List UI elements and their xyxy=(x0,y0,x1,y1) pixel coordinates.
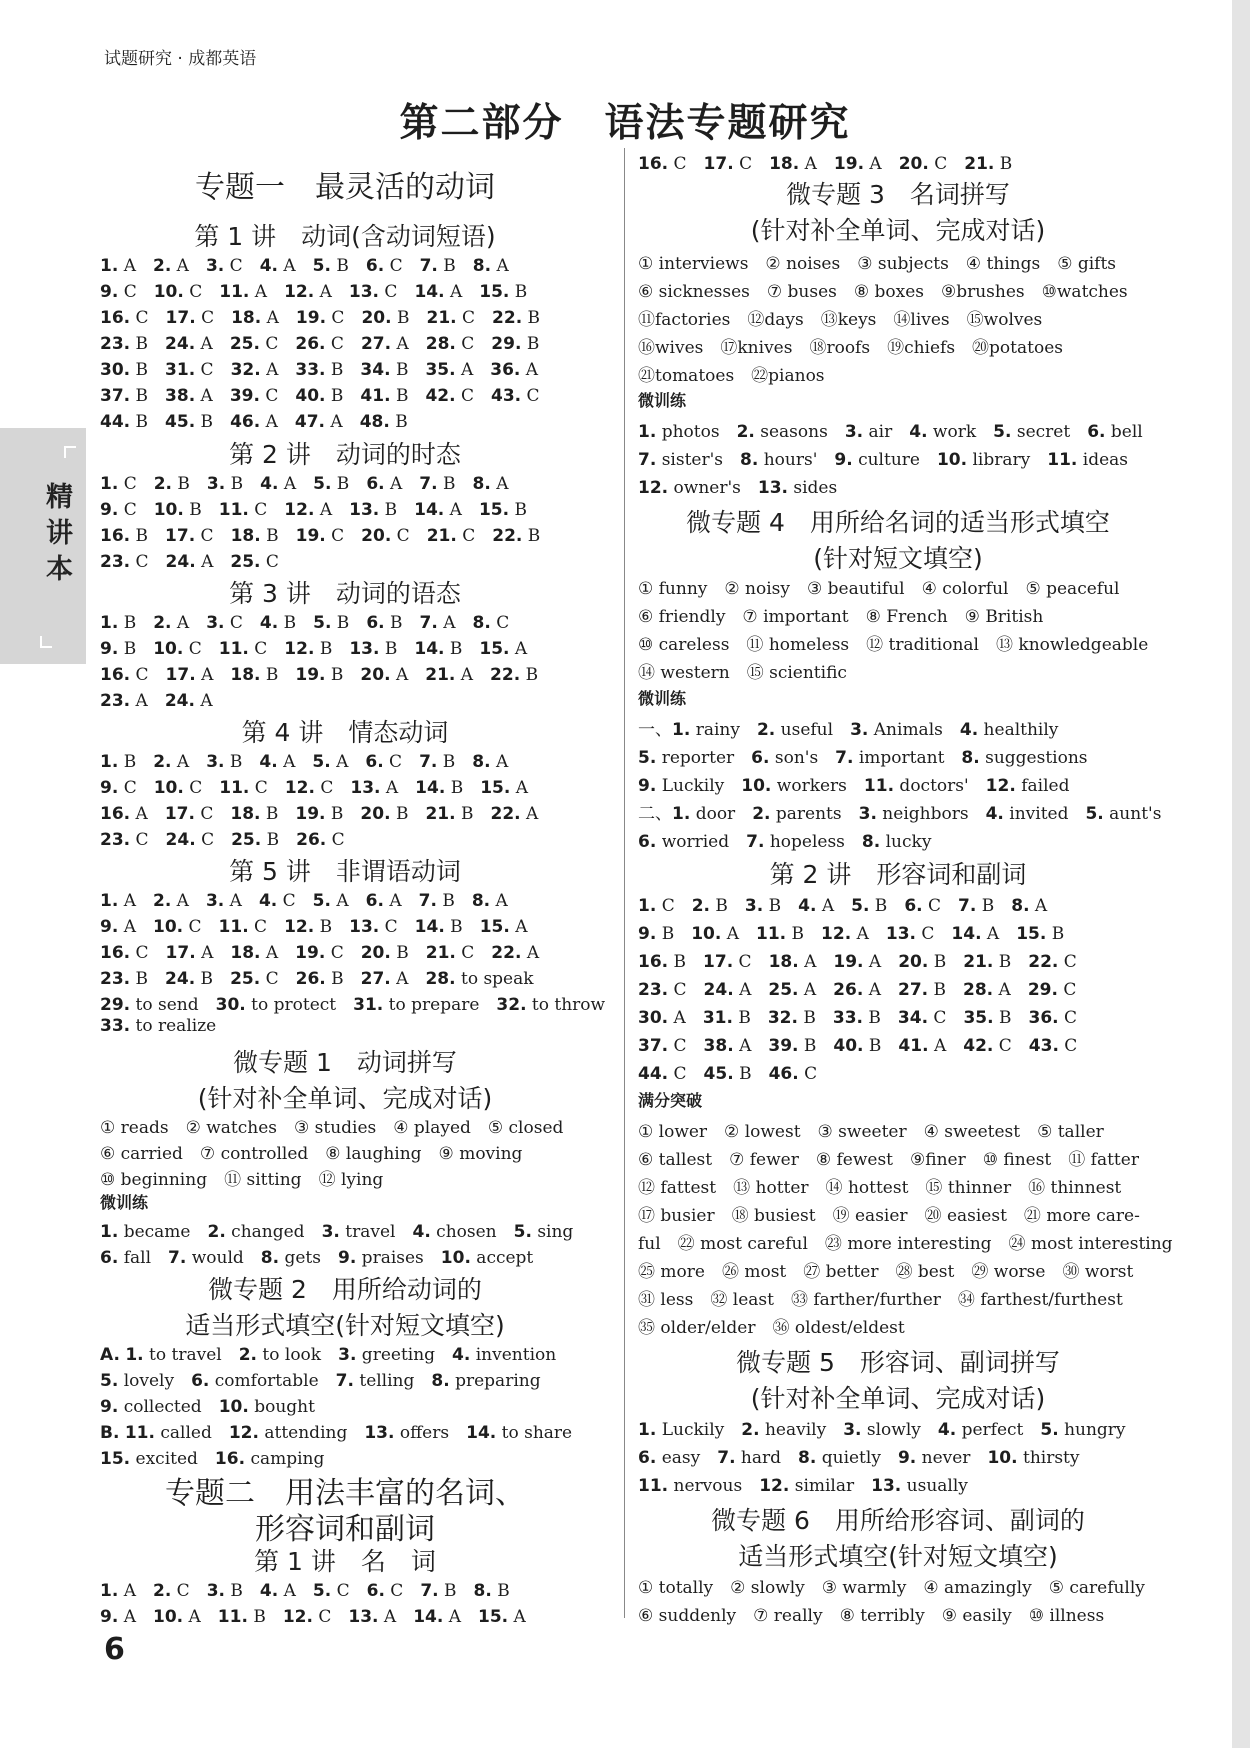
answer-row: 16. C 17. C 18. A 19. A 20. C 21. B xyxy=(638,154,1013,174)
column-divider xyxy=(624,148,625,1618)
section-heading: 形容词和副词 xyxy=(255,1512,435,1547)
answer-row: ⑥ suddenly ⑦ really ⑧ terribly ⑨ easily ⑩ illness xyxy=(638,1606,1105,1626)
subsection-label: 微训练 xyxy=(638,391,687,410)
answer-row: ⑥ carried ⑦ controlled ⑧ laughing ⑨ moving xyxy=(100,1144,523,1164)
answer-row: 1. became 2. changed 3. travel 4. chosen 5. sing xyxy=(100,1222,574,1242)
answer-row: 16. C 17. A 18. A 19. C 20. B 21. C 22. A xyxy=(100,943,540,963)
section-heading: 第 4 讲 情态动词 xyxy=(241,718,449,747)
answer-row: 37. C 38. A 39. B 40. B 41. A 42. C 43. C xyxy=(638,1036,1078,1056)
answer-row: 1. Luckily 2. heavily 3. slowly 4. perfect 5. hungry xyxy=(638,1420,1126,1440)
answer-row: 16. B 17. C 18. A 19. A 20. B 21. B 22. C xyxy=(638,952,1077,972)
subsection-label: 微训练 xyxy=(638,689,687,708)
answer-row: 1. A 2. A 3. C 4. A 5. B 6. C 7. B 8. A xyxy=(100,256,509,276)
answer-row: 12. owner's 13. sides xyxy=(638,478,838,498)
section-heading: (针对短文填空) xyxy=(813,544,983,573)
answer-row: 33. to realize xyxy=(100,1016,217,1036)
section-heading: 适当形式填空(针对短文填空) xyxy=(738,1542,1058,1571)
answer-row: 一、1. rainy 2. useful 3. Animals 4. healthily xyxy=(638,720,1059,740)
answer-row: ful ㉒ most careful ㉓ more interesting ㉔ most interesting xyxy=(638,1234,1173,1254)
answer-row: 7. sister's 8. hours' 9. culture 10. library 11. ideas xyxy=(638,450,1129,470)
answer-row: 1. C 2. B 3. B 4. A 5. B 6. A 7. B 8. A xyxy=(100,474,509,494)
section-heading: 微专题 3 名词拼写 xyxy=(786,180,1010,209)
answer-row: 9. B 10. C 11. C 12. B 13. B 14. B 15. A xyxy=(100,639,528,659)
answer-row: 44. C 45. B 46. C xyxy=(638,1064,818,1084)
answer-row: 16. C 17. C 18. A 19. C 20. B 21. C 22. B xyxy=(100,308,541,328)
answer-row: 23. C 24. A 25. C xyxy=(100,552,279,572)
answer-row: ⑭ western ⑮ scientific xyxy=(638,663,847,683)
answer-row: 1. A 2. A 3. A 4. C 5. A 6. A 7. B 8. A xyxy=(100,891,508,911)
answer-row: 9. A 10. C 11. C 12. B 13. C 14. B 15. A xyxy=(100,917,528,937)
answer-row: 9. C 10. B 11. C 12. A 13. B 14. A 15. B xyxy=(100,500,527,520)
page-number: 6 xyxy=(104,1632,125,1667)
answer-row: ㉛ less ㉜ least ㉝ farther/further ㉞ farthest/furthest xyxy=(638,1290,1123,1310)
subsection-label: 满分突破 xyxy=(638,1091,703,1110)
answer-row: 9. C 10. C 11. C 12. C 13. A 14. B 15. A xyxy=(100,778,529,798)
answer-row: ⑰ busier ⑱ busiest ⑲ easier ⑳ easiest ㉑ more care- xyxy=(638,1206,1140,1226)
subsection-label: 微训练 xyxy=(100,1193,149,1212)
answer-row: 23. B 24. B 25. C 26. B 27. A 28. to speak xyxy=(100,969,534,989)
answer-row: 30. B 31. C 32. A 33. B 34. B 35. A 36. A xyxy=(100,360,539,380)
section-heading: 第 2 讲 动词的时态 xyxy=(229,440,461,469)
answer-row: 1. C 2. B 3. B 4. A 5. B 6. C 7. B 8. A xyxy=(638,896,1048,916)
answer-row: 23. C 24. C 25. B 26. C xyxy=(100,830,345,850)
section-heading: 微专题 4 用所给名词的适当形式填空 xyxy=(686,508,1110,537)
answer-row: ⑥ tallest ⑦ fewer ⑧ fewest ⑨finer ⑩ finest ⑪ fatter xyxy=(638,1150,1139,1170)
corner-mark-icon xyxy=(40,636,52,648)
answer-row: ㉕ more ㉖ most ㉗ better ㉘ best ㉙ worse ㉚ worst xyxy=(638,1262,1134,1282)
side-tab-label: 精讲本 xyxy=(46,482,73,585)
answer-row: ㉑tomatoes ㉒pianos xyxy=(638,366,825,386)
answer-row: 1. A 2. C 3. B 4. A 5. C 6. C 7. B 8. B xyxy=(100,1581,510,1601)
section-heading: 第 1 讲 动词(含动词短语) xyxy=(194,222,496,251)
section-heading: (针对补全单词、完成对话) xyxy=(750,216,1046,245)
section-heading: 专题二 用法丰富的名词、 xyxy=(165,1476,525,1511)
answer-row: 30. A 31. B 32. B 33. B 34. C 35. B 36. C xyxy=(638,1008,1078,1028)
answer-row: 9. B 10. A 11. B 12. A 13. C 14. A 15. B xyxy=(638,924,1065,944)
answer-row: ⑩ beginning ⑪ sitting ⑫ lying xyxy=(100,1170,384,1190)
answer-row: ① reads ② watches ③ studies ④ played ⑤ closed xyxy=(100,1118,564,1138)
answer-row: 6. easy 7. hard 8. quietly 9. never 10. thirsty xyxy=(638,1448,1080,1468)
answer-row: A. 1. to travel 2. to look 3. greeting 4. invention xyxy=(100,1345,557,1365)
answer-row: ⑪factories ⑫days ⑬keys ⑭lives ⑮wolves xyxy=(638,310,1043,330)
page-edge-shadow xyxy=(1232,0,1250,1748)
answer-row: 1. B 2. A 3. C 4. B 5. B 6. B 7. A 8. C xyxy=(100,613,510,633)
side-tab xyxy=(0,428,86,664)
answer-row: 23. A 24. A xyxy=(100,691,213,711)
page-title: 第二部分 语法专题研究 xyxy=(399,101,851,146)
section-heading: 第 3 讲 动词的语态 xyxy=(229,579,461,608)
section-heading: 微专题 1 动词拼写 xyxy=(233,1048,457,1077)
answer-row: ① lower ② lowest ③ sweeter ④ sweetest ⑤ taller xyxy=(638,1122,1104,1142)
corner-mark-icon xyxy=(64,446,76,458)
answer-row: ① totally ② slowly ③ warmly ④ amazingly ⑤ carefully xyxy=(638,1578,1145,1598)
section-heading: 微专题 5 形容词、副词拼写 xyxy=(736,1348,1060,1377)
answer-row: 5. reporter 6. son's 7. important 8. suggestions xyxy=(638,748,1088,768)
section-heading: 微专题 6 用所给形容词、副词的 xyxy=(711,1506,1085,1535)
answer-row: 9. collected 10. bought xyxy=(100,1397,315,1417)
answer-row: 37. B 38. A 39. C 40. B 41. B 42. C 43. C xyxy=(100,386,540,406)
section-heading: (针对补全单词、完成对话) xyxy=(197,1084,493,1113)
section-heading: 专题一 最灵活的动词 xyxy=(195,170,495,205)
answer-row: 44. B 45. B 46. A 47. A 48. B xyxy=(100,412,408,432)
answer-row: ⑯wives ⑰knives ⑱roofs ⑲chiefs ⑳potatoes xyxy=(638,338,1063,358)
answer-row: 23. B 24. A 25. C 26. C 27. A 28. C 29. B xyxy=(100,334,540,354)
answer-row: 29. to send 30. to protect 31. to prepare 32. to throw xyxy=(100,995,606,1015)
answer-row: 16. B 17. C 18. B 19. C 20. C 21. C 22. B xyxy=(100,526,541,546)
answer-row: ⑫ fattest ⑬ hotter ⑭ hottest ⑮ thinner ⑯ thinnest xyxy=(638,1178,1122,1198)
answer-row: 6. worried 7. hopeless 8. lucky xyxy=(638,832,932,852)
section-heading: 第 5 讲 非谓语动词 xyxy=(229,857,461,886)
answer-row: ① funny ② noisy ③ beautiful ④ colorful ⑤ peaceful xyxy=(638,579,1120,599)
section-heading: 第 2 讲 形容词和副词 xyxy=(769,860,1027,889)
answer-row: 16. C 17. A 18. B 19. B 20. A 21. A 22. B xyxy=(100,665,539,685)
answer-row: 16. A 17. C 18. B 19. B 20. B 21. B 22. A xyxy=(100,804,539,824)
answer-row: ① interviews ② noises ③ subjects ④ things ⑤ gifts xyxy=(638,254,1117,274)
answer-row: 9. C 10. C 11. A 12. A 13. C 14. A 15. B xyxy=(100,282,528,302)
answer-row: ⑥ sicknesses ⑦ buses ⑧ boxes ⑨brushes ⑩watches xyxy=(638,282,1128,302)
answer-row: 11. nervous 12. similar 13. usually xyxy=(638,1476,968,1496)
answer-row: 二、1. door 2. parents 3. neighbors 4. invited 5. aunt's xyxy=(638,804,1162,824)
answer-row: 9. Luckily 10. workers 11. doctors' 12. failed xyxy=(638,776,1070,796)
answer-row: ⑩ careless ⑪ homeless ⑫ traditional ⑬ knowledgeable xyxy=(638,635,1149,655)
answer-row: ㉟ older/elder ㊱ oldest/eldest xyxy=(638,1318,905,1338)
answer-row: ⑥ friendly ⑦ important ⑧ French ⑨ British xyxy=(638,607,1044,627)
answer-row: 6. fall 7. would 8. gets 9. praises 10. accept xyxy=(100,1248,534,1268)
section-heading: (针对补全单词、完成对话) xyxy=(750,1384,1046,1413)
answer-row: 1. photos 2. seasons 3. air 4. work 5. secret 6. bell xyxy=(638,422,1143,442)
answer-row: B. 11. called 12. attending 13. offers 14. to share xyxy=(100,1423,573,1443)
section-heading: 适当形式填空(针对短文填空) xyxy=(185,1311,505,1340)
series-header: 试题研究 · 成都英语 xyxy=(104,49,257,69)
answer-row: 1. B 2. A 3. B 4. A 5. A 6. C 7. B 8. A xyxy=(100,752,509,772)
section-heading: 第 1 讲 名 词 xyxy=(254,1547,436,1576)
answer-row: 9. A 10. A 11. B 12. C 13. A 14. A 15. A xyxy=(100,1607,526,1627)
answer-row: 23. C 24. A 25. A 26. A 27. B 28. A 29. C xyxy=(638,980,1077,1000)
answer-row: 15. excited 16. camping xyxy=(100,1449,325,1469)
answer-row: 5. lovely 6. comfortable 7. telling 8. preparing xyxy=(100,1371,541,1391)
section-heading: 微专题 2 用所给动词的 xyxy=(208,1275,482,1304)
